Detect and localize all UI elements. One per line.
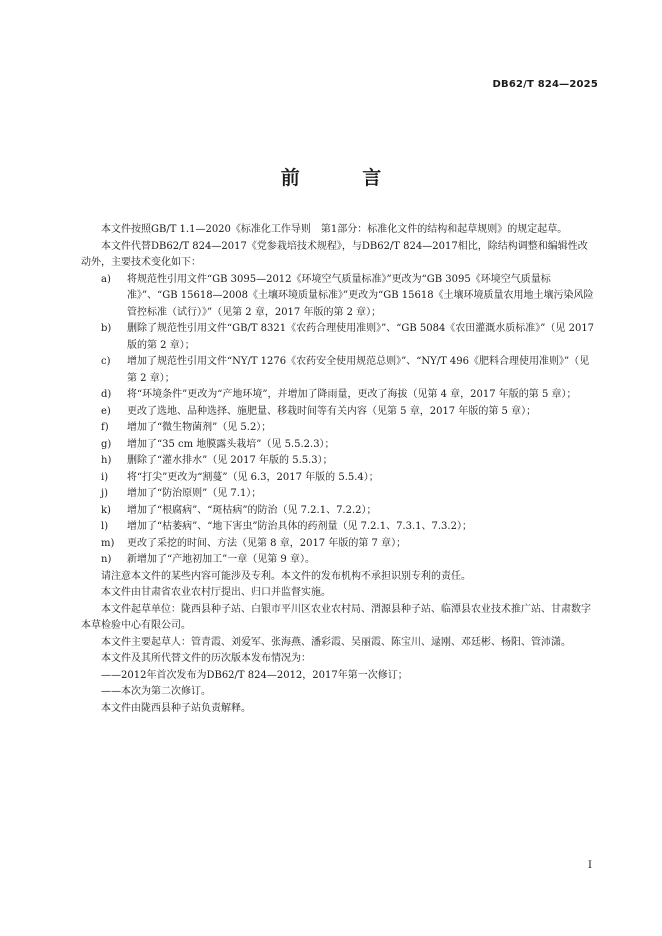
note-paragraph: 本文件及其所代替文件的历次版本发布情况为： — [101, 653, 311, 664]
page-number: I — [588, 860, 592, 871]
change-item: f) 增加了“微生物菌剂”（见 5.2）； — [101, 422, 272, 433]
change-item: i) 将“打尖”更改为“割蔓”（见 6.3，2017 年版的 5.5.4）； — [101, 471, 379, 483]
change-item: e) 更改了选地、品种选择、施肥量、移栽时间等有关内容（见第 5 章，2017 年版的第 5 章）； — [101, 405, 537, 417]
closing-paragraph: 本文件由陇西县种子站负责解释。 — [101, 702, 251, 714]
change-item: m) 更改了采挖的时间、方法（见第 8 章，2017 年版的第 7 章）； — [101, 537, 407, 549]
standard-code: DB62/T 824—2025 — [492, 79, 598, 90]
change-item: c) 增加了规范性引用文件“NY/T 1276《农药安全使用规范总则》”、“NY/T 496《肥料合理使用准则》”（见第 2 章）； — [101, 356, 590, 384]
change-item: h) 删除了“灌水排水”（见 2017 年版的 5.5.3）； — [101, 455, 333, 466]
intro-paragraph: 本文件按照GB/T 1.1—2020《标准化工作导则 第1部分：标准化文件的结构和起草规则》的规定起草。 — [101, 224, 568, 235]
note-paragraph: 本文件主要起草人：管青霞、刘爱军、张海燕、潘彩霞、吴丽霞、陈宝川、逯刚、邓廷彬、杨阳、管沛潇。 — [101, 636, 571, 648]
change-item: l) 增加了“枯萎病”、“地下害虫”防治具体的药剂量（见 7.2.1、7.3.1、7.3.2）； — [101, 521, 472, 532]
foreword-body — [81, 222, 595, 717]
change-item: a) 将规范性引用文件“GB 3095—2012《环境空气质量标准》”更改为“GB 3095《环境空气质量标准》”、“GB 15618—2008《土壤环境质量标准》”更改为“GB 15618《土壤环境质量农用地土壤污染风险管控标准（试行）》”（见第 2 章，2017 年版的第 2 章）； — [101, 273, 594, 318]
note-paragraph: 本文件由甘肃省农业农村厅提出、归口并监督实施。 — [101, 587, 331, 598]
note-paragraph: 本文件起草单位：陇西县种子站、白银市平川区农业农村局、渭源县种子站、临潭县农业技术推广站、甘肃数字本草检验中心有限公司。 — [81, 603, 591, 631]
change-item: j) 增加了“防治原则”（见 7.1）； — [101, 488, 262, 499]
history-item: ——本次为第二次修订。 — [101, 686, 211, 697]
history-item: ——2012年首次发布为DB62/T 824—2012，2017年第一次修订； — [101, 669, 408, 681]
change-item: d) 将“环境条件”更改为“产地环境”，并增加了降雨量，更改了海拔（见第 4 章，2017 年版的第 5 章）； — [101, 389, 577, 400]
intro-paragraph: 本文件代替DB62/T 824—2017《党参栽培技术规程》，与DB62/T 824—2017相比，除结构调整和编辑性改动外，主要技术变化如下： — [81, 240, 588, 268]
change-item: k) 增加了“根腐病”、“斑枯病”的防治（见 7.2.1、7.2.2）； — [101, 504, 377, 516]
change-item: b) 删除了规范性引用文件“GB/T 8321《农药合理使用准则》”、“GB 5084《农田灌溉水质标准》”（见 2017 版的第 2 章）； — [101, 323, 595, 351]
page-title: 前 言 — [280, 167, 410, 189]
change-item: n) 新增加了“产地初加工”一章（见第 9 章）。 — [101, 554, 315, 565]
note-paragraph: 请注意本文件的某些内容可能涉及专利。本文件的发布机构不承担识别专利的责任。 — [101, 570, 471, 582]
change-item: g) 增加了“35 cm 地膜露头栽培”（见 5.5.2.3）； — [101, 438, 335, 450]
